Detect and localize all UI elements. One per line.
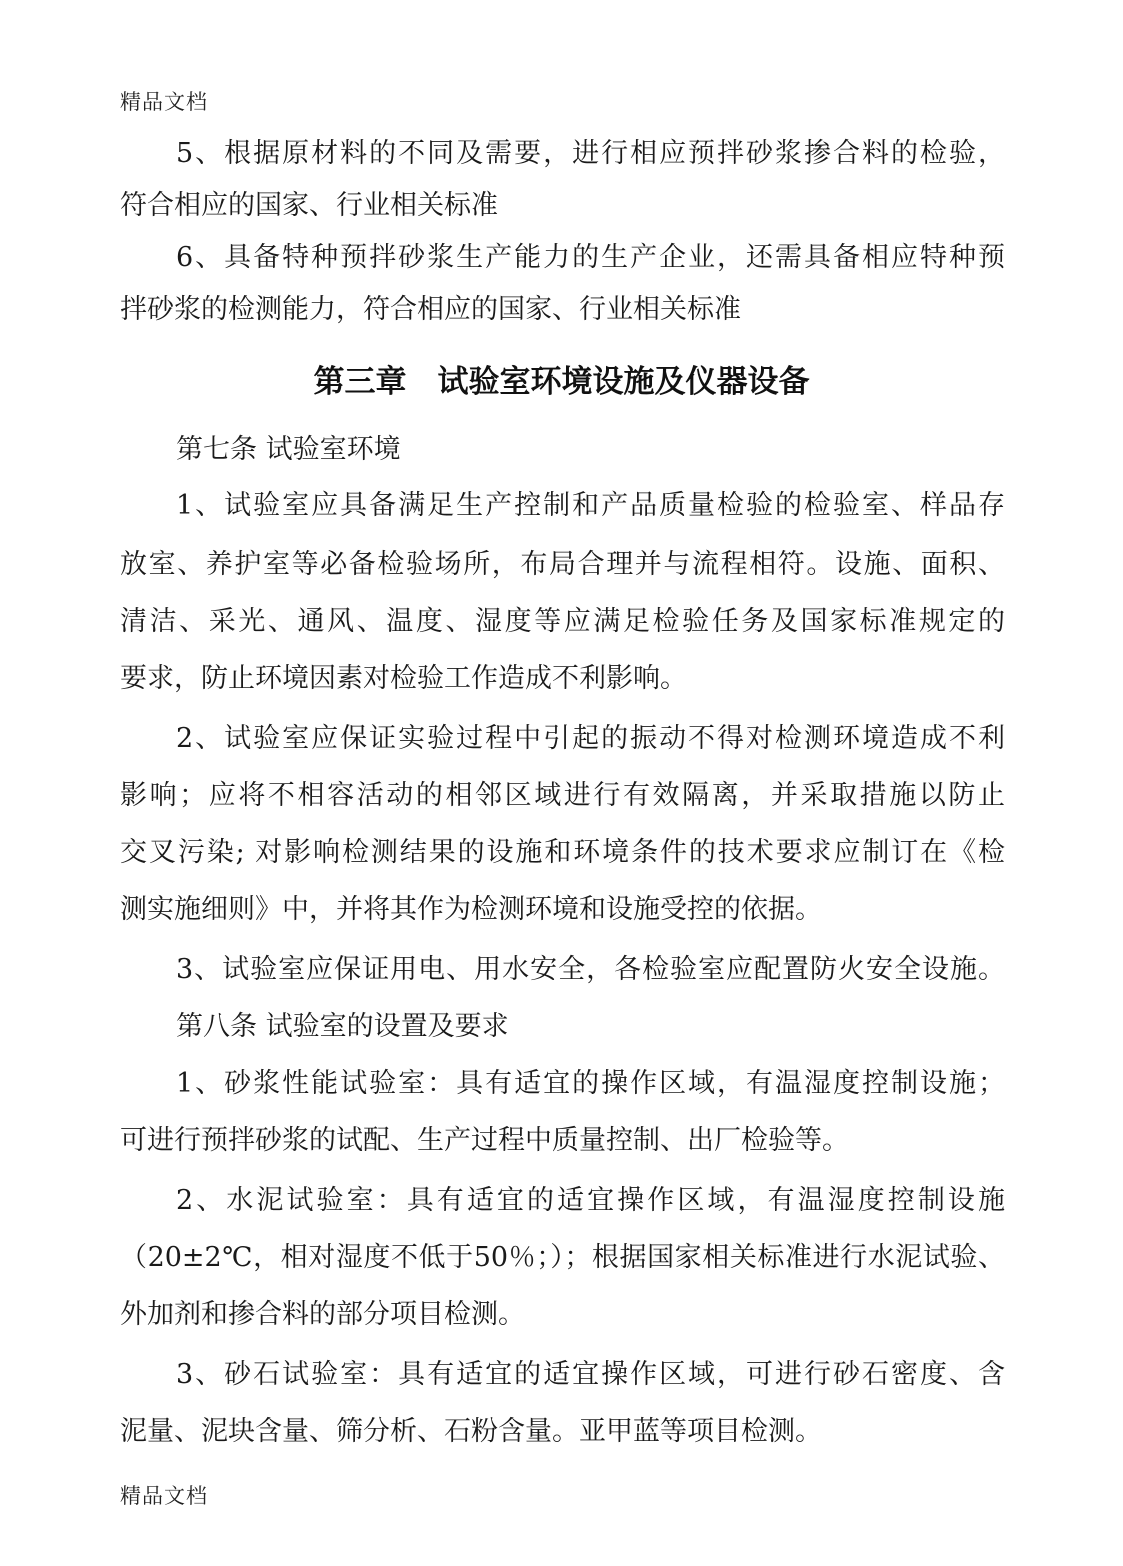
- article-heading: 第八条 试验室的设置及要求: [176, 1011, 509, 1042]
- paragraph-line: 符合相应的国家、行业相关标准: [120, 190, 498, 221]
- paragraph-line: 要求，防止环境因素对检验工作造成不利影响。: [120, 663, 687, 694]
- chapter-title: 第三章 试验室环境设施及仪器设备: [313, 364, 810, 400]
- paragraph-line: 交叉污染; 对影响检测结果的设施和环境条件的技术要求应制订在《检: [120, 837, 1005, 868]
- paragraph-line: 测实施细则》中，并将其作为检测环境和设施受控的依据。: [120, 894, 822, 925]
- paragraph-line: 外加剂和掺合料的部分项目检测。: [120, 1299, 525, 1330]
- article-heading: 第七条 试验室环境: [176, 434, 401, 465]
- paragraph-line: 清洁、采光、通风、温度、湿度等应满足检验任务及国家标准规定的: [120, 606, 1005, 637]
- paragraph-line: 拌砂浆的检测能力，符合相应的国家、行业相关标准: [120, 294, 741, 325]
- paragraph-line: 影响；应将不相容活动的相邻区域进行有效隔离，并采取措施以防止: [120, 780, 1005, 811]
- paragraph-line: 6、具备特种预拌砂浆生产能力的生产企业，还需具备相应特种预: [176, 242, 1005, 273]
- paragraph-line: 2、水泥试验室：具有适宜的适宜操作区域，有温湿度控制设施: [176, 1185, 1005, 1216]
- paragraph-line: 泥量、泥块含量、筛分析、石粉含量。亚甲蓝等项目检测。: [120, 1416, 822, 1447]
- paragraph-line: （20±2℃，相对湿度不低于50％；）；根据国家相关标准进行水泥试验、: [120, 1242, 1005, 1273]
- page-header: 精品文档: [120, 90, 208, 114]
- page-footer: 精品文档: [120, 1484, 208, 1508]
- paragraph-line: 3、砂石试验室：具有适宜的适宜操作区域，可进行砂石密度、含: [176, 1359, 1005, 1390]
- paragraph-line: 3、试验室应保证用电、用水安全，各检验室应配置防火安全设施。: [176, 954, 1005, 985]
- paragraph-line: 放室、养护室等必备检验场所，布局合理并与流程相符。设施、面积、: [120, 549, 1005, 580]
- paragraph-line: 可进行预拌砂浆的试配、生产过程中质量控制、出厂检验等。: [120, 1125, 849, 1156]
- paragraph-line: 5、根据原材料的不同及需要，进行相应预拌砂浆掺合料的检验，: [176, 138, 1005, 169]
- paragraph-line: 1、砂浆性能试验室：具有适宜的操作区域，有温湿度控制设施；: [176, 1068, 1005, 1099]
- paragraph-line: 1、试验室应具备满足生产控制和产品质量检验的检验室、样品存: [176, 490, 1005, 521]
- paragraph-line: 2、试验室应保证实验过程中引起的振动不得对检测环境造成不利: [176, 723, 1005, 754]
